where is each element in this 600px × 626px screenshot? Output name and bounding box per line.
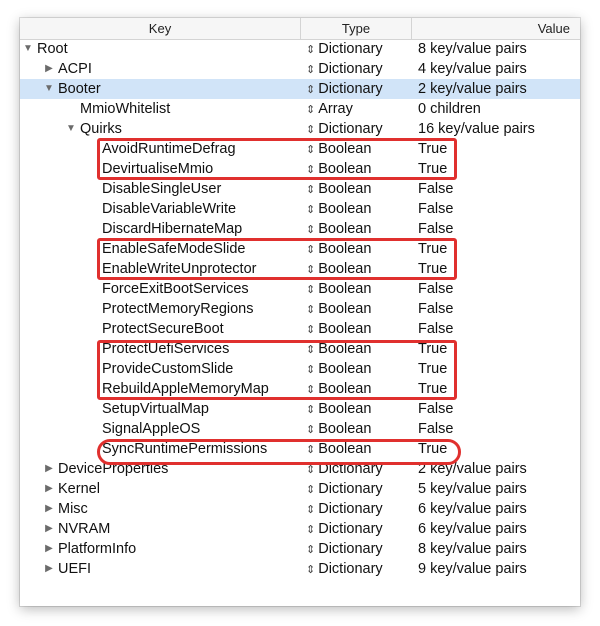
updown-icon: ⇕ (306, 104, 316, 116)
row-value[interactable]: False (418, 281, 454, 297)
updown-icon: ⇕ (306, 124, 316, 136)
quirk-row[interactable] (20, 219, 580, 239)
row-type[interactable]: ⇕ Boolean (306, 241, 372, 257)
row-key: Misc (58, 501, 88, 517)
row-key: Kernel (58, 481, 100, 497)
row-value: 0 children (418, 101, 481, 117)
row-key: DisableVariableWrite (102, 201, 237, 217)
row-value[interactable]: True (418, 441, 448, 457)
column-header-type[interactable]: Type (301, 18, 412, 39)
row-value: 8 key/value pairs (418, 541, 527, 557)
row-value[interactable]: True (418, 341, 448, 357)
outline-row-quirks[interactable] (20, 119, 580, 139)
row-key: Quirks (80, 121, 122, 137)
row-key: DiscardHibernateMap (102, 221, 243, 237)
updown-icon: ⇕ (306, 524, 316, 536)
row-value[interactable]: True (418, 361, 448, 377)
quirk-row[interactable] (20, 179, 580, 199)
row-value[interactable]: False (418, 181, 454, 197)
row-type[interactable]: ⇕ Boolean (306, 321, 372, 337)
updown-icon: ⇕ (306, 164, 316, 176)
row-key: SetupVirtualMap (102, 401, 209, 417)
row-type[interactable]: ⇕ Dictionary (306, 61, 383, 77)
row-key: AvoidRuntimeDefrag (102, 141, 236, 157)
row-type[interactable]: ⇕ Array (306, 101, 353, 117)
row-type[interactable]: ⇕ Boolean (306, 421, 372, 437)
row-type[interactable]: ⇕ Boolean (306, 181, 372, 197)
row-key: EnableSafeModeSlide (102, 241, 246, 257)
row-type[interactable]: ⇕ Dictionary (306, 521, 383, 537)
outline-row-kernel[interactable] (20, 479, 580, 499)
row-value[interactable]: False (418, 421, 454, 437)
updown-icon: ⇕ (306, 224, 316, 236)
disclosure-open-icon[interactable]: ▼ (44, 83, 54, 94)
row-value[interactable]: True (418, 381, 448, 397)
row-value: 2 key/value pairs (418, 81, 527, 97)
outline-row-booter[interactable] (20, 79, 580, 99)
updown-icon: ⇕ (306, 84, 316, 96)
row-type[interactable]: ⇕ Boolean (306, 401, 372, 417)
row-value: 8 key/value pairs (418, 41, 527, 57)
row-type[interactable]: ⇕ Dictionary (306, 481, 383, 497)
row-key: Root (37, 41, 68, 57)
row-type[interactable]: ⇕ Boolean (306, 381, 372, 397)
quirk-row[interactable] (20, 279, 580, 299)
quirk-row[interactable] (20, 399, 580, 419)
row-type[interactable]: ⇕ Boolean (306, 161, 372, 177)
outline-row-mmiowhitelist[interactable] (20, 99, 580, 119)
updown-icon: ⇕ (306, 144, 316, 156)
disclosure-closed-icon[interactable]: ▶ (45, 463, 53, 474)
outline-row-misc[interactable] (20, 499, 580, 519)
row-type[interactable]: ⇕ Boolean (306, 221, 372, 237)
updown-icon: ⇕ (306, 484, 316, 496)
disclosure-closed-icon[interactable]: ▶ (45, 63, 53, 74)
updown-icon: ⇕ (306, 504, 316, 516)
row-value[interactable]: False (418, 221, 454, 237)
column-header (20, 18, 580, 40)
row-type[interactable]: ⇕ Boolean (306, 301, 372, 317)
updown-icon: ⇕ (306, 184, 316, 196)
row-value: 2 key/value pairs (418, 461, 527, 477)
row-value[interactable]: True (418, 161, 448, 177)
updown-icon: ⇕ (306, 204, 316, 216)
row-value[interactable]: False (418, 321, 454, 337)
row-value: 16 key/value pairs (418, 121, 535, 137)
row-key: SignalAppleOS (102, 421, 201, 437)
quirk-row[interactable] (20, 379, 580, 399)
quirk-row[interactable] (20, 439, 580, 459)
column-header-key[interactable]: Key (20, 18, 301, 39)
row-value[interactable]: True (418, 141, 448, 157)
disclosure-closed-icon[interactable]: ▶ (45, 523, 53, 534)
row-key: MmioWhitelist (80, 101, 171, 117)
row-key: ProtectSecureBoot (102, 321, 224, 337)
row-value: 9 key/value pairs (418, 561, 527, 577)
disclosure-closed-icon[interactable]: ▶ (45, 483, 53, 494)
row-type[interactable]: ⇕ Dictionary (306, 501, 383, 517)
row-key: ACPI (58, 61, 92, 77)
quirk-row[interactable] (20, 419, 580, 439)
row-key: ForceExitBootServices (102, 281, 249, 297)
row-value[interactable]: True (418, 241, 448, 257)
updown-icon: ⇕ (306, 304, 316, 316)
row-key: EnableWriteUnprotector (102, 261, 257, 277)
column-header-value[interactable]: Value (537, 21, 570, 36)
disclosure-closed-icon[interactable]: ▶ (45, 563, 53, 574)
row-key: PlatformInfo (58, 541, 137, 557)
updown-icon: ⇕ (306, 464, 316, 476)
row-value[interactable]: False (418, 401, 454, 417)
updown-icon: ⇕ (306, 284, 316, 296)
row-type[interactable]: ⇕ Dictionary (306, 561, 383, 577)
row-value: 4 key/value pairs (418, 61, 527, 77)
row-type[interactable]: ⇕ Boolean (306, 361, 372, 377)
row-type[interactable]: ⇕ Boolean (306, 261, 372, 277)
row-type[interactable]: ⇕ Dictionary (306, 541, 383, 557)
row-type[interactable]: ⇕ Dictionary (306, 81, 383, 97)
quirk-row[interactable] (20, 239, 580, 259)
disclosure-open-icon[interactable]: ▼ (66, 123, 76, 134)
row-value: 6 key/value pairs (418, 501, 527, 517)
quirk-row[interactable] (20, 339, 580, 359)
disclosure-open-icon[interactable]: ▼ (23, 43, 33, 54)
updown-icon: ⇕ (306, 364, 316, 376)
updown-icon: ⇕ (306, 264, 316, 276)
updown-icon: ⇕ (306, 444, 316, 456)
row-type[interactable]: ⇕ Dictionary (306, 461, 383, 477)
row-key: Booter (58, 81, 101, 97)
row-key: NVRAM (58, 521, 111, 537)
outline-row-acpi[interactable] (20, 59, 580, 79)
row-type[interactable]: ⇕ Boolean (306, 201, 372, 217)
outline-row-platforminfo[interactable] (20, 539, 580, 559)
plist-editor-window (20, 18, 580, 606)
updown-icon: ⇕ (306, 564, 316, 576)
outline-row-deviceproperties[interactable] (20, 459, 580, 479)
row-value: 6 key/value pairs (418, 521, 527, 537)
row-value[interactable]: False (418, 201, 454, 217)
updown-icon: ⇕ (306, 244, 316, 256)
row-key: DisableSingleUser (102, 181, 222, 197)
quirk-row[interactable] (20, 139, 580, 159)
updown-icon: ⇕ (306, 44, 316, 56)
updown-icon: ⇕ (306, 404, 316, 416)
row-type[interactable]: ⇕ Dictionary (306, 41, 383, 57)
quirk-row[interactable] (20, 359, 580, 379)
row-value[interactable]: False (418, 301, 454, 317)
row-type[interactable]: ⇕ Boolean (306, 441, 372, 457)
updown-icon: ⇕ (306, 424, 316, 436)
row-value: 5 key/value pairs (418, 481, 527, 497)
outline-row-root[interactable] (20, 39, 580, 59)
disclosure-closed-icon[interactable]: ▶ (45, 503, 53, 514)
row-key: ProvideCustomSlide (102, 361, 234, 377)
disclosure-closed-icon[interactable]: ▶ (45, 543, 53, 554)
row-type[interactable]: ⇕ Boolean (306, 141, 372, 157)
row-key: DeviceProperties (58, 461, 169, 477)
updown-icon: ⇕ (306, 344, 316, 356)
row-key: RebuildAppleMemoryMap (102, 381, 269, 397)
quirk-row[interactable] (20, 259, 580, 279)
row-key: UEFI (58, 561, 92, 577)
row-key: SyncRuntimePermissions (102, 441, 268, 457)
quirk-row[interactable] (20, 199, 580, 219)
row-type[interactable]: ⇕ Boolean (306, 341, 372, 357)
row-key: ProtectUefiServices (102, 341, 230, 357)
updown-icon: ⇕ (306, 384, 316, 396)
row-type[interactable]: ⇕ Boolean (306, 281, 372, 297)
updown-icon: ⇕ (306, 544, 316, 556)
row-type[interactable]: ⇕ Dictionary (306, 121, 383, 137)
quirk-row[interactable] (20, 159, 580, 179)
updown-icon: ⇕ (306, 324, 316, 336)
outline-row-uefi[interactable] (20, 559, 580, 579)
quirk-row[interactable] (20, 299, 580, 319)
outline-row-nvram[interactable] (20, 519, 580, 539)
quirk-row[interactable] (20, 319, 580, 339)
updown-icon: ⇕ (306, 64, 316, 76)
row-key: DevirtualiseMmio (102, 161, 214, 177)
row-key: ProtectMemoryRegions (102, 301, 254, 317)
row-value[interactable]: True (418, 261, 448, 277)
